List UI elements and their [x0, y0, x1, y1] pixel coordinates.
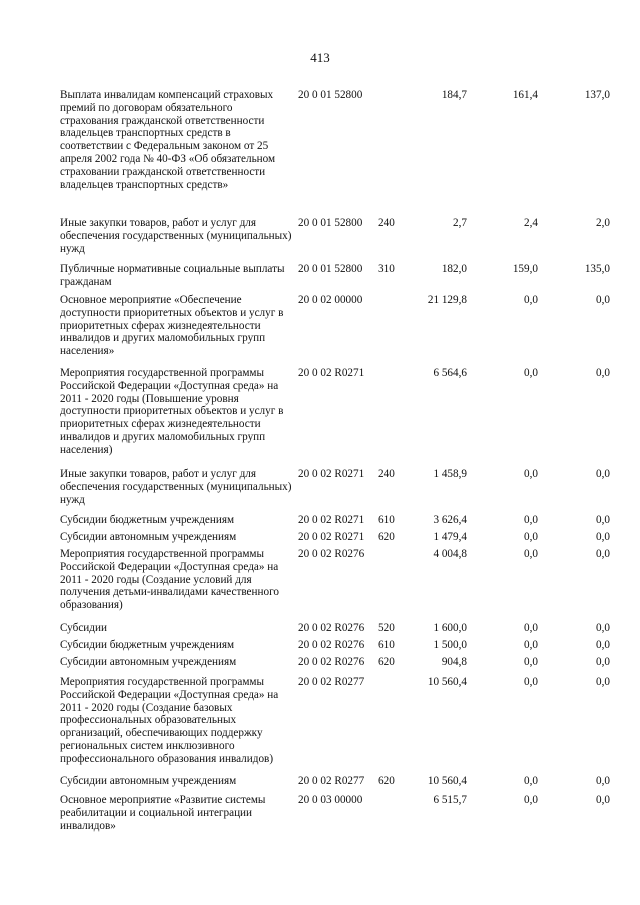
row-code: 20 0 02 R0277: [298, 775, 365, 787]
row-value-1: 21 129,8: [427, 294, 467, 306]
row-vr: 240: [378, 217, 395, 229]
page-number: 413: [310, 50, 330, 65]
row-value-1: 182,0: [441, 263, 467, 275]
row-vr: 620: [378, 775, 395, 787]
row-value-1: 4 004,8: [433, 548, 467, 560]
row-code: 20 0 02 R0276: [298, 622, 365, 634]
row-value-2: 0,0: [524, 531, 538, 543]
row-value-1: 184,7: [441, 89, 467, 101]
row-value-3: 135,0: [584, 263, 610, 275]
row-name: Мероприятия государственной программы Российской Федерации «Доступная среда» на 2011 - 2020 годы (Повышение уровня доступности приоритетных объектов и услуг в приоритетных сферах жизнедеятельности инвалидов и других маломобильных групп населения): [60, 367, 284, 456]
row-value-1: 904,8: [441, 656, 467, 668]
row-code: 20 0 02 R0271: [298, 367, 365, 379]
row-name: Субсидии автономным учреждениям: [60, 531, 237, 543]
row-code: 20 0 02 00000: [298, 294, 363, 306]
row-code: 20 0 02 R0277: [298, 676, 365, 688]
row-name: Публичные нормативные социальные выплаты гражданам: [60, 263, 285, 288]
row-value-2: 0,0: [524, 656, 538, 668]
row-value-2: 159,0: [512, 263, 538, 275]
row-value-2: 161,4: [512, 89, 538, 101]
row-value-1: 3 626,4: [433, 514, 467, 526]
row-value-3: 137,0: [584, 89, 610, 101]
row-vr: 610: [378, 514, 395, 526]
row-value-1: 1 479,4: [433, 531, 467, 543]
row-value-3: 0,0: [596, 514, 610, 526]
row-name: Субсидии: [60, 622, 107, 634]
row-value-1: 1 500,0: [433, 639, 467, 651]
row-name: Иные закупки товаров, работ и услуг для обеспечения государственных (муниципальных) нужд: [60, 217, 292, 255]
row-value-3: 0,0: [596, 775, 610, 787]
row-name: Субсидии бюджетным учреждениям: [60, 514, 235, 526]
row-value-3: 0,0: [596, 548, 610, 560]
row-name: Иные закупки товаров, работ и услуг для обеспечения государственных (муниципальных) нужд: [60, 468, 292, 506]
row-value-3: 0,0: [596, 656, 610, 668]
row-vr: 620: [378, 656, 395, 668]
row-value-3: 0,0: [596, 676, 610, 688]
row-code: 20 0 02 R0271: [298, 468, 365, 480]
row-value-3: 0,0: [596, 367, 610, 379]
row-vr: 620: [378, 531, 395, 543]
row-name: Мероприятия государственной программы Российской Федерации «Доступная среда» на 2011 - 2020 годы (Создание базовых профессиональных образовательных организаций, обеспечивающих поддержку региональных систем инклюзивного профессионального образования инвалидов): [60, 676, 279, 765]
row-name: Основное мероприятие «Развитие системы реабилитации и социальной интеграции инвалидов»: [60, 794, 266, 832]
row-name: Субсидии бюджетным учреждениям: [60, 639, 235, 651]
row-code: 20 0 01 52800: [298, 263, 363, 275]
row-code: 20 0 03 00000: [298, 794, 363, 806]
row-code: 20 0 02 R0271: [298, 514, 365, 526]
row-name: Выплата инвалидам компенсаций страховых премий по договорам обязательного страхования гражданской ответственности владельцев транспортных средств в соответствии с Федеральным законом от 25 апреля 2002 года № 40-ФЗ «Об обязательном страховании гражданской ответственности владельцев транспортных средств»: [60, 89, 276, 191]
row-value-2: 0,0: [524, 294, 538, 306]
row-code: 20 0 02 R0276: [298, 639, 365, 651]
row-value-2: 0,0: [524, 622, 538, 634]
row-value-1: 10 560,4: [427, 676, 467, 688]
row-value-2: 0,0: [524, 514, 538, 526]
row-value-1: 6 515,7: [433, 794, 467, 806]
row-value-3: 0,0: [596, 639, 610, 651]
row-vr: 520: [378, 622, 395, 634]
row-vr: 610: [378, 639, 395, 651]
row-vr: 310: [378, 263, 395, 275]
row-value-2: 2,4: [524, 217, 538, 229]
row-value-3: 0,0: [596, 294, 610, 306]
row-value-3: 0,0: [596, 468, 610, 480]
row-value-3: 2,0: [596, 217, 610, 229]
row-value-2: 0,0: [524, 676, 538, 688]
row-value-2: 0,0: [524, 794, 538, 806]
row-name: Основное мероприятие «Обеспечение доступности приоритетных объектов и услуг в приоритетных сферах жизнедеятельности инвалидов и других маломобильных групп населения»: [60, 294, 284, 358]
row-value-2: 0,0: [524, 468, 538, 480]
row-value-2: 0,0: [524, 367, 538, 379]
row-value-2: 0,0: [524, 775, 538, 787]
row-code: 20 0 02 R0271: [298, 531, 365, 543]
row-value-1: 6 564,6: [433, 367, 467, 379]
row-value-3: 0,0: [596, 531, 610, 543]
row-value-2: 0,0: [524, 548, 538, 560]
row-code: 20 0 02 R0276: [298, 656, 365, 668]
row-value-2: 0,0: [524, 639, 538, 651]
row-value-1: 10 560,4: [427, 775, 467, 787]
row-code: 20 0 02 R0276: [298, 548, 365, 560]
row-vr: 240: [378, 468, 395, 480]
row-value-3: 0,0: [596, 622, 610, 634]
row-value-1: 1 458,9: [433, 468, 467, 480]
row-name: Мероприятия государственной программы Российской Федерации «Доступная среда» на 2011 - 2020 годы (Создание условий для получения детьми-инвалидами качественного образования): [60, 548, 279, 612]
row-value-3: 0,0: [596, 794, 610, 806]
row-name: Субсидии автономным учреждениям: [60, 775, 237, 787]
row-code: 20 0 01 52800: [298, 217, 363, 229]
row-name: Субсидии автономным учреждениям: [60, 656, 237, 668]
row-value-1: 2,7: [453, 217, 467, 229]
row-code: 20 0 01 52800: [298, 89, 363, 101]
row-value-1: 1 600,0: [433, 622, 467, 634]
